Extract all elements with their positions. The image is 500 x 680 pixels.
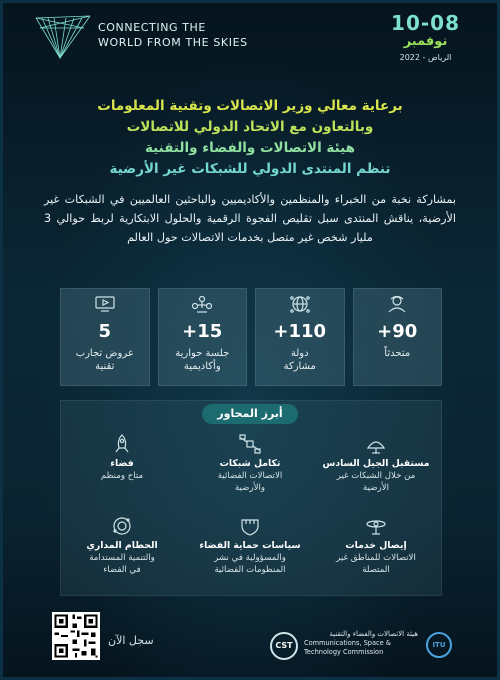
stat-card-sessions [158,288,248,386]
axis-sub-2: في الفضاء [103,565,141,575]
globe-network-icon [289,295,311,313]
stat-card-speakers [353,288,443,386]
stat-label-line-1: جلسة حوارية [175,348,230,359]
register-now-link[interactable]: سجل الآن [108,634,154,647]
satellite-signal-icon [365,516,387,536]
axis-item-services [320,516,432,576]
axis-item-debris [66,516,178,576]
stat-number: +110 [273,321,327,342]
headline-line-2: وبالتعاون مع الاتحاد الدولي للاتصالات [126,119,374,135]
stat-card-countries [255,288,345,386]
axes-title: أبرز المحاور [202,404,298,424]
signal-beams-logo-icon [34,14,92,62]
shield-space-icon [239,516,261,536]
axis-sub-2: المنظومات الفضائية [214,565,286,575]
date-days: 10-08 [391,11,460,35]
axis-item-integration [194,434,306,494]
cst-name-en-2: Technology Commission [304,648,384,656]
satellite-icon [239,434,261,454]
axis-item-policies [194,516,306,576]
headline-line-3: هيئة الاتصالات والفضاء والتقنية [144,140,355,156]
axis-sub-2: الأرضية [363,483,389,493]
axis-title: تكامل شبكات [219,458,281,469]
stat-label-line-2: تقنية [95,361,115,372]
stat-label [159,347,247,373]
stat-number: +15 [182,321,223,342]
stat-label-line-2: مشاركة [283,361,316,372]
stat-label-line-1: عروض تجارب [75,348,134,359]
stat-card-demos [60,288,150,386]
headline-line-4: تنظم المنتدى الدولي للشبكات غير الأرضية [109,161,391,177]
axis-title: مستقبل الجيل السادس [322,458,430,469]
stat-label [61,347,149,373]
axis-sub-1: والمسؤولية في نشر [214,553,286,563]
axis-title: سياسات حماية الفضاء [199,540,301,551]
cst-name [304,630,418,657]
axis-item-6g [320,434,432,494]
event-date [391,12,460,64]
brand-line-2: WORLD FROM THE SKIES [98,36,248,49]
brand-text [98,20,248,50]
axis-sub-1: الاتصالات للمناطق غير [336,553,416,563]
axis-sub-1: الاتصالات الفضائية [217,471,283,481]
headline [40,96,460,180]
satellite-dish-icon [365,434,387,454]
cst-name-en-1: Communications, Space & [304,639,391,647]
stat-label [354,347,442,360]
headline-line-1: برعاية معالي وزير الاتصالات وتقنية المعلومات [97,98,403,114]
speaker-person-icon [386,295,408,313]
stat-label [256,347,344,373]
stat-number: 5 [98,321,112,342]
stat-label-line-1: دولة [290,348,309,359]
itu-logo-icon: ITU [426,632,452,658]
stat-label-line-2: وأكاديمية [183,361,221,372]
cst-logo-icon: CST [270,632,298,660]
rocket-icon [111,434,133,454]
axis-title: إيصال خدمات [345,540,407,551]
axis-item-space [66,434,178,482]
axis-sub-1: من خلال الشبكات غير [336,471,416,481]
orbit-debris-icon [111,516,133,536]
axis-sub-1: متاح ومنظم [100,471,144,481]
date-month: نوفمبر [403,34,448,49]
axis-title: الحطام المداري [86,540,158,551]
cst-name-ar: هيئة الاتصالات والفضاء والتقنية [329,630,418,638]
brand-line-1: CONNECTING THE [98,21,206,34]
qr-code-icon[interactable] [52,612,100,660]
axis-sub-2: والأرضية [234,483,266,493]
axis-title: فضاء [110,458,134,469]
date-city: 2022 - الرياض [399,53,452,62]
stat-number: +90 [377,321,418,342]
stat-label-line-1: متحدثاً [384,348,411,359]
axis-sub-1: والتنمية المستدامة [89,553,155,563]
stats-row [60,288,442,386]
axis-sub-2: المتصلة [362,565,390,575]
people-group-icon [191,295,213,313]
video-screen-icon [94,295,116,313]
description-paragraph: بمشاركة نخبة من الخبراء والمنظمين والأكاديميين والباحثين العالميين في الشبكات غير الأرضية، يناقش المنتدى سبل تقليص الفجوة الرقمية والحلول الابتكارية لربط حوالي 3 مليار شخص غير متصل بخدمات الاتصالات حول العالم [44,193,456,244]
